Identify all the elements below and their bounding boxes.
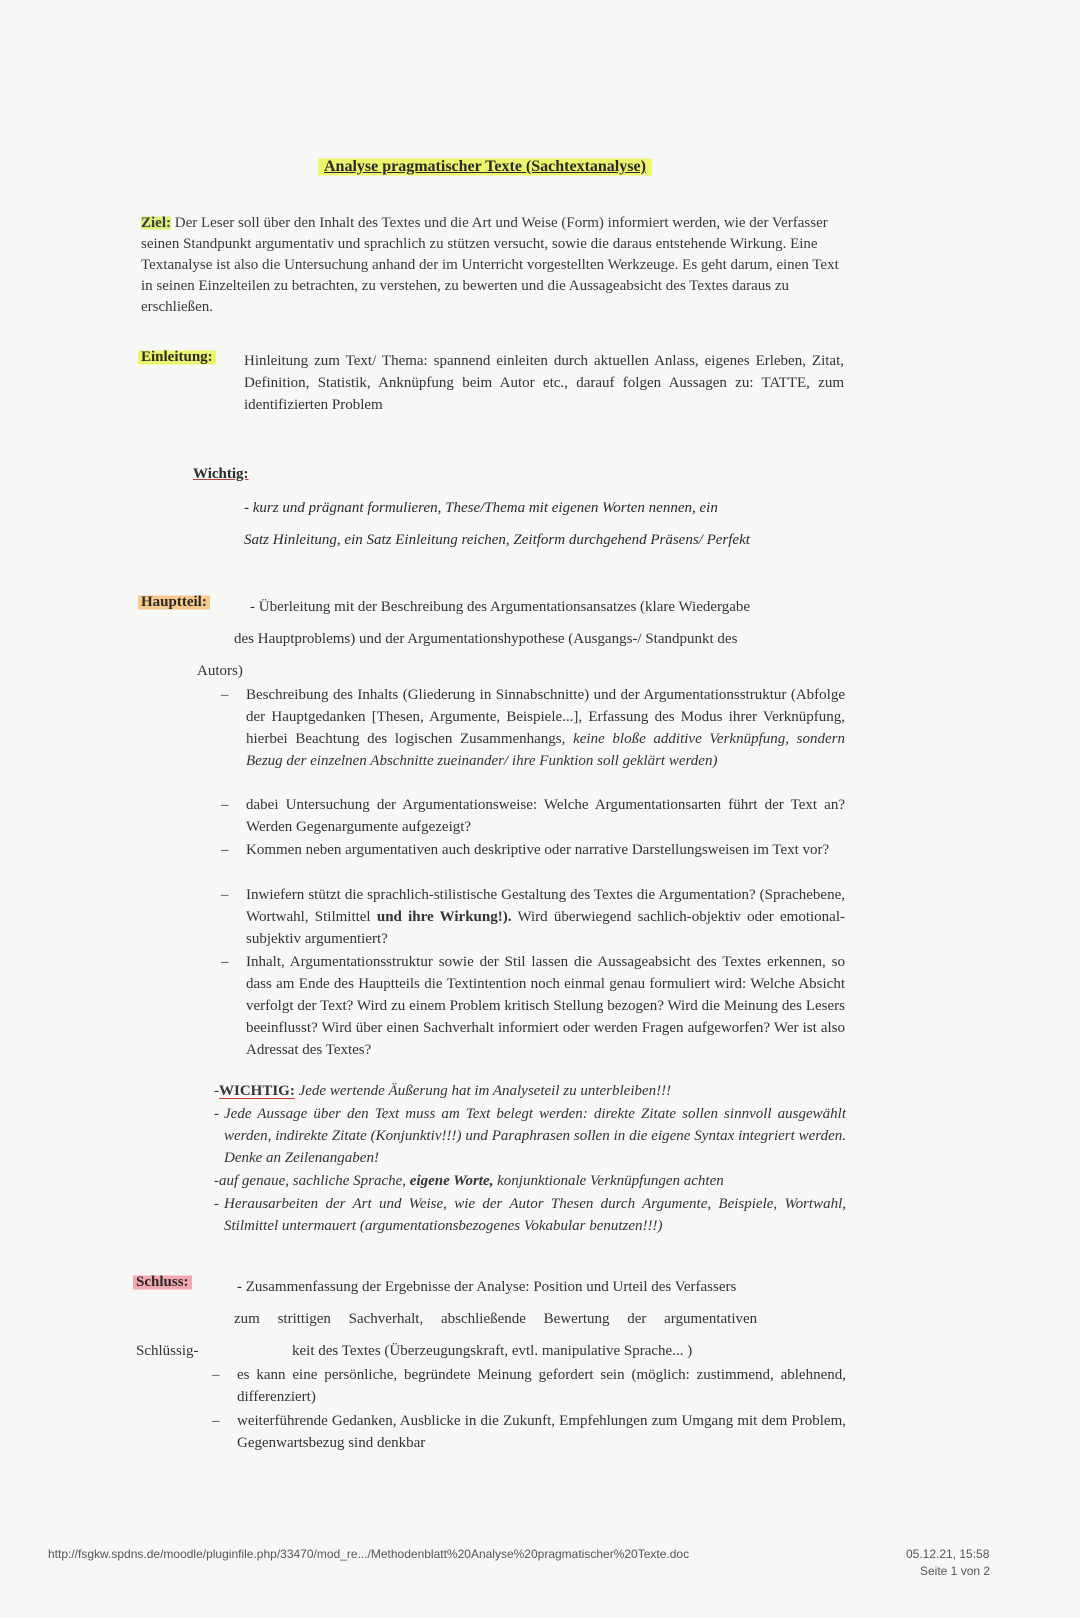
schluss-line-3: keit des Textes (Überzeugungskraft, evtl. manipulative Sprache... ) — [292, 1343, 693, 1359]
hauptteil-intro-line-1: - Überleitung mit der Beschreibung des Argumentationsansatzes (klare Wiedergabe — [250, 599, 751, 615]
ziel-section — [141, 213, 841, 318]
footer-page-number: Seite 1 von 2 — [920, 1564, 991, 1578]
schluss-item-2: – weiterführende Gedanken, Ausblicke in die Zukunft, Empfehlungen zum Umgang mit dem Problem, Gegenwartsbezug sind denkbar — [212, 1413, 846, 1451]
hauptteil-intro-line-2: des Hauptproblems) und der Argumentationshypothese (Ausgangs-/ Standpunkt des — [234, 631, 738, 647]
hauptteil-item-9: - Herausarbeiten der Art und Weise, wie der Autor Thesen durch Argumente, Beispiele, Wortwahl, Stilmittel untermauert (argumentationsbezogenes Vokabular benutzen!!!) — [214, 1196, 846, 1234]
einleitung-text: Hinleitung zum Text/ Thema: spannend einleiten durch aktuellen Anlass, eigenes Erleben, Zitat, Definition, Statistik, Anknüpfung beim Autor etc., darauf folgen Aussagen zu: TATTE, zum identifizierten Problem — [244, 353, 844, 413]
ziel-text: Der Leser soll über den Inhalt des Textes und die Art und Weise (Form) informiert werden, wie der Verfasser seinen Standpunkt argumentativ und sprachlich zu stützen versucht, sowie die daraus entstehende Wirkung. Eine Textanalyse ist also die Untersuchung anhand der im Unterricht vorgestellten Werkzeuge. Es geht darum, einen Text in seinen Einzelteilen zu betrachten, zu verstehen, zu bewerten und die Aussageabsicht des Textes daraus zu erschließen. — [141, 215, 839, 315]
hauptteil-item-5: – Inhalt, Argumentationsstruktur sowie der Stil lassen die Aussageabsicht des Textes erkennen, so dass am Ende des Hauptteils die Textintention noch einmal genau formuliert wird: Welche Absicht verfolgt der Text? Wird zu einem Problem kritisch Stellung bezogen? Wird die Meinung des Lesers beeinflusst? Wird über einen Sachverhalt informiert oder werden Fragen aufgeworfen? Wer ist also Adressat des Textes? — [221, 954, 845, 1058]
hauptteil-item-3: – Kommen neben argumentativen auch deskriptive oder narrative Darstellungsweisen im Text vor? — [221, 842, 830, 858]
hauptteil-item-6: -WICHTIG: Jede wertende Äußerung hat im Analyseteil zu unterbleiben!!! — [214, 1083, 672, 1099]
hauptteil-item-1: – Beschreibung des Inhalts (Gliederung in Sinnabschnitte) und der Argumentationsstruktur (Abfolge der Hauptgedanken [Thesen, Argumente, Beispiele...], Erfassung des Modus ihrer Verknüpfung, hierbei Beachtung des logischen Zusammenhangs, keine bloße additive Verknüpfung, sondern Bezug der einzelnen Abschnitte zueinander/ ihre Funktion soll geklärt werden) — [221, 687, 846, 769]
hauptteil-item-4: – Inwiefern stützt die sprachlich-stilistische Gestaltung des Textes die Argumentation? (Sprachebene, Wortwahl, Stilmittel und ihre Wirkung!). Wird überwiegend sachlich-objektiv oder emotional-subjektiv argumentiert? — [221, 887, 846, 947]
hauptteil-item-7: - Jede Aussage über den Text muss am Text belegt werden: direkte Zitate sollen sinnvoll ausgewählt werden, indirekte Zitate (Konjunktiv!!!) und Paraphrasen sollen in die eigene Syntax integriert werden. Denke an Zeilenangaben! — [214, 1106, 846, 1166]
einleitung-label: Einleitung: — [138, 349, 216, 366]
ziel-label: Ziel: — [141, 215, 171, 231]
schluss-label: Schluss: — [133, 1274, 192, 1291]
hauptteil-intro-line-3: Autors) — [197, 663, 243, 679]
schluss-item-1: – es kann eine persönliche, begründete Meinung gefordert sein (möglich: zustimmend, ablehnend, differenziert) — [212, 1367, 846, 1405]
schluessig-label: Schlüssig- — [136, 1343, 199, 1359]
wichtig-label: Wichtig: — [193, 466, 249, 482]
hauptteil-item-2: – dabei Untersuchung der Argumentationsweise: Welche Argumentationsarten führt der Text an? Werden Gegenargumente aufgezeigt? — [221, 797, 845, 835]
hauptteil-label: Hauptteil: — [138, 594, 210, 611]
schluss-line-2: zum strittigen Sachverhalt, abschließende Bewertung der argumentativen — [234, 1311, 758, 1327]
footer-date: 05.12.21, 15:58 — [906, 1547, 990, 1561]
schluss-line-1: - Zusammenfassung der Ergebnisse der Analyse: Position und Urteil des Verfassers — [237, 1279, 737, 1295]
footer-url: http://fsgkw.spdns.de/moodle/pluginfile.php/33470/mod_re.../Methodenblatt%20Analyse%20pragmatischer%20Texte.doc — [48, 1547, 690, 1561]
page-title: Analyse pragmatischer Texte (Sachtextanalyse) — [318, 157, 652, 177]
wichtig-line-1: - kurz und prägnant formulieren, These/Thema mit eigenen Worten nennen, ein — [244, 500, 718, 516]
wichtig-line-2: Satz Hinleitung, ein Satz Einleitung reichen, Zeitform durchgehend Präsens/ Perfekt — [244, 532, 750, 548]
hauptteil-item-8: -auf genaue, sachliche Sprache, eigene Worte, konjunktionale Verknüpfungen achten — [214, 1173, 724, 1189]
